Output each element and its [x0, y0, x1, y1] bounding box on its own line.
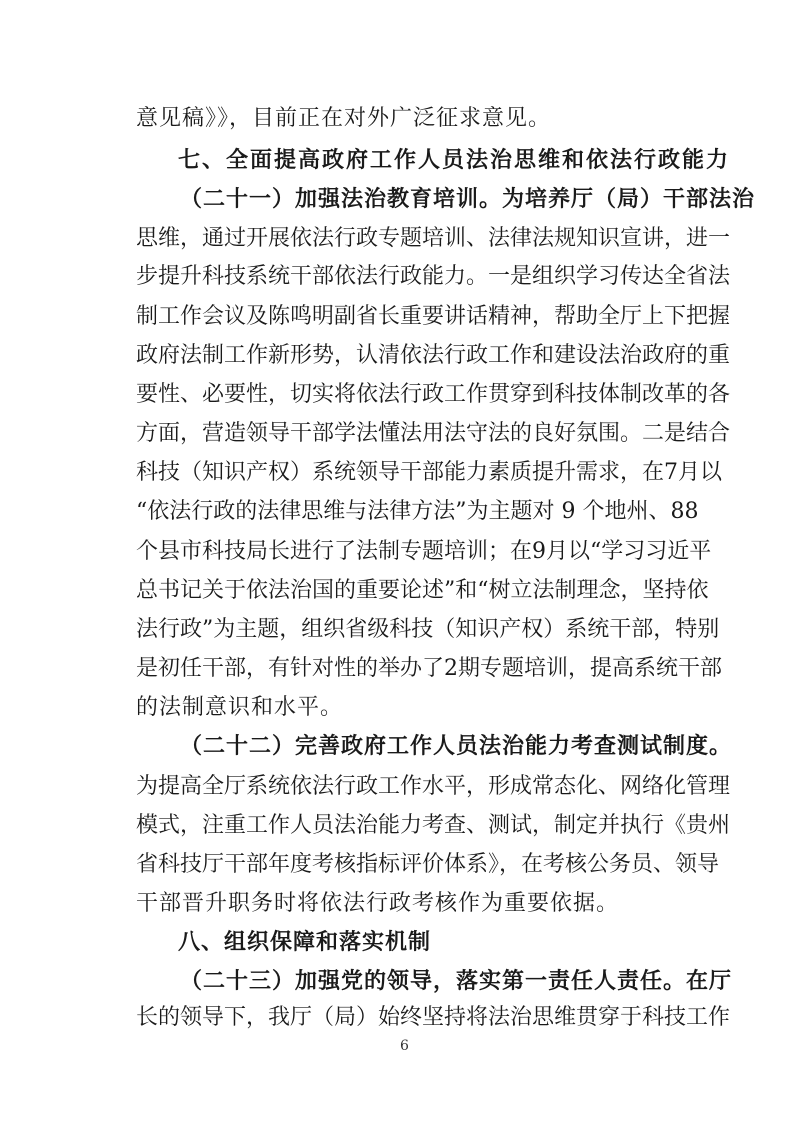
body-line-5: 步提升科技系统干部依法行政能力。一是组织学习传达全省法 — [136, 264, 731, 289]
subsection-heading-22: （二十二）完善政府工作人员法治能力考查测试制度。 — [180, 734, 733, 759]
body-line-4: 思维，通过开展依法行政专题培训、法律法规知识宣讲，进一 — [136, 226, 731, 251]
body-line-19: 模式，注重工作人员法治能力考查、测试，制定并执行《贵州 — [136, 813, 731, 838]
body-line-15: 是初任干部，有针对性的举办了2期专题培训，提高系统干部 — [136, 656, 722, 681]
page-number: 6 — [400, 1038, 409, 1054]
body-line-21: 干部晋升职务时将依法行政考核作为重要依据。 — [136, 891, 620, 916]
body-line-13: 总书记关于依法治国的重要论述”和“树立法制理念，坚持依 — [136, 578, 709, 603]
body-line-8: 要性、必要性，切实将依法行政工作贯穿到科技体制改革的各 — [136, 382, 731, 407]
body-line-14: 法行政”为主题，组织省级科技（知识产权）系统干部，特别 — [136, 617, 720, 642]
body-line-7: 政府法制工作新形势，认清依法行政工作和建设法治政府的重 — [136, 343, 731, 368]
body-line-18: 为提高全厅系统依法行政工作水平，形成常态化、网络化管理 — [136, 774, 731, 799]
body-line-24: 长的领导下，我厅（局）始终坚持将法治思维贯穿于科技工作 — [136, 1005, 731, 1030]
body-line-9: 方面，营造领导干部学法懂法用法守法的良好氛围。二是结合 — [136, 421, 731, 446]
section-heading-7: 七、全面提高政府工作人员法治思维和依法行政能力 — [178, 148, 731, 173]
body-line-1: 意见稿》》，目前正在对外广泛征求意见。 — [136, 106, 552, 131]
body-line-10: 科技（知识产权）系统领导干部能力素质提升需求，在7月以 — [136, 460, 722, 485]
subsection-heading-23: （二十三）加强党的领导，落实第一责任人责任。在厅 — [180, 969, 733, 994]
subsection-heading-21: （二十一）加强法治教育培训。为培养厅（局）干部法治 — [180, 187, 756, 212]
section-heading-8: 八、组织保障和落实机制 — [178, 930, 432, 955]
body-line-6: 制工作会议及陈鸣明副省长重要讲话精神，帮助全厅上下把握 — [136, 304, 731, 329]
body-line-20: 省科技厅干部年度考核指标评价体系》，在考核公务员、领导 — [136, 852, 720, 877]
body-line-12: 个县市科技局长进行了法制专题培训；在9月以“学习习近平 — [136, 539, 712, 564]
body-line-16: 的法制意识和水平。 — [136, 695, 344, 720]
body-line-11: “依法行政的法律思维与法律方法”为主题对 9 个地州、88 — [136, 499, 699, 524]
